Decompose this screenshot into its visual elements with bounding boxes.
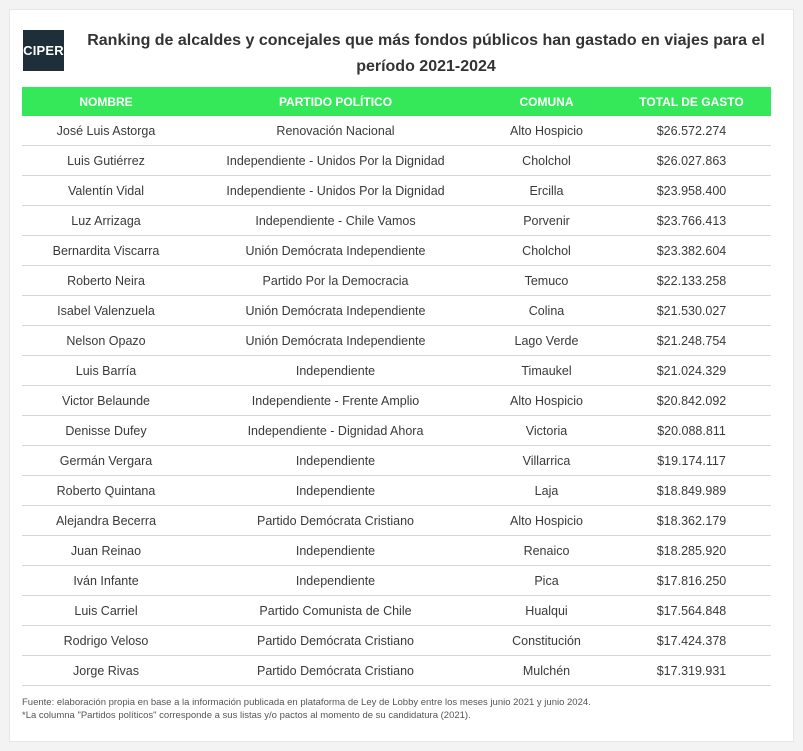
column-header-nombre: NOMBRE bbox=[79, 94, 133, 109]
cell-nombre: Rodrigo Veloso bbox=[22, 626, 190, 656]
cell-comuna: Temuco bbox=[481, 266, 612, 296]
cell-nombre: José Luis Astorga bbox=[22, 116, 190, 146]
table-row bbox=[22, 386, 771, 416]
cell-comuna: Renaico bbox=[481, 536, 612, 566]
ranking-table bbox=[22, 87, 771, 686]
cell-nombre: Victor Belaunde bbox=[22, 386, 190, 416]
page-title: Ranking de alcaldes y concejales que más fondos públicos han gastado en viajes para el período 2021-2024 bbox=[87, 32, 765, 75]
cell-total: $23.382.604 bbox=[612, 236, 771, 266]
cell-partido: Partido Demócrata Cristiano bbox=[190, 656, 481, 686]
cell-partido: Independiente bbox=[190, 476, 481, 506]
cell-total: $26.572.274 bbox=[612, 116, 771, 146]
table-row bbox=[22, 236, 771, 266]
cell-total: $17.816.250 bbox=[612, 566, 771, 596]
cell-comuna: Hualqui bbox=[481, 596, 612, 626]
cell-total: $18.285.920 bbox=[612, 536, 771, 566]
cell-comuna: Victoria bbox=[481, 416, 612, 446]
table-row bbox=[22, 296, 771, 326]
cell-total: $21.248.754 bbox=[612, 326, 771, 356]
table-row bbox=[22, 146, 771, 176]
column-header-partido: PARTIDO POLÍTICO bbox=[278, 94, 393, 109]
cell-partido: Independiente bbox=[190, 356, 481, 386]
cell-nombre: Juan Reinao bbox=[22, 536, 190, 566]
table-row bbox=[22, 446, 771, 476]
cell-total: $21.024.329 bbox=[612, 356, 771, 386]
table-row bbox=[22, 206, 771, 236]
cell-partido: Independiente - Unidos Por la Dignidad bbox=[190, 176, 481, 206]
cell-comuna: Porvenir bbox=[481, 206, 612, 236]
table-row bbox=[22, 356, 771, 386]
logo-text: CIPER bbox=[23, 43, 64, 58]
cell-comuna: Cholchol bbox=[481, 146, 612, 176]
cell-total: $20.842.092 bbox=[612, 386, 771, 416]
cell-total: $17.564.848 bbox=[612, 596, 771, 626]
table-row bbox=[22, 416, 771, 446]
table-row bbox=[22, 506, 771, 536]
cell-comuna: Villarrica bbox=[481, 446, 612, 476]
cell-nombre: Bernardita Viscarra bbox=[22, 236, 190, 266]
cell-comuna: Colina bbox=[481, 296, 612, 326]
column-header-total: TOTAL DE GASTO bbox=[639, 94, 744, 109]
cell-nombre: Denisse Dufey bbox=[22, 416, 190, 446]
cell-partido: Unión Demócrata Independiente bbox=[190, 296, 481, 326]
source-note: Fuente: elaboración propia en base a la información publicada en plataforma de Ley de Lobby entre los meses junio 2021 y junio 2024. bbox=[22, 697, 591, 708]
footnote bbox=[22, 696, 782, 722]
cell-nombre: Jorge Rivas bbox=[22, 656, 190, 686]
cell-nombre: Iván Infante bbox=[22, 566, 190, 596]
cell-nombre: Luis Barría bbox=[22, 356, 190, 386]
cell-partido: Independiente bbox=[190, 566, 481, 596]
header bbox=[22, 28, 782, 84]
column-note: *La columna "Partidos políticos" corresponde a sus listas y/o pactos al momento de su candidatura (2021). bbox=[22, 710, 471, 721]
cell-nombre: Germán Vergara bbox=[22, 446, 190, 476]
cell-comuna: Constitución bbox=[481, 626, 612, 656]
cell-partido: Independiente - Unidos Por la Dignidad bbox=[190, 146, 481, 176]
column-header-comuna: COMUNA bbox=[519, 94, 574, 109]
cell-comuna: Alto Hospicio bbox=[481, 506, 612, 536]
cell-comuna: Laja bbox=[481, 476, 612, 506]
cell-total: $17.424.378 bbox=[612, 626, 771, 656]
table-row bbox=[22, 266, 771, 296]
infographic-card bbox=[9, 9, 794, 742]
cell-comuna: Timaukel bbox=[481, 356, 612, 386]
cell-partido: Partido Comunista de Chile bbox=[190, 596, 481, 626]
table-row bbox=[22, 326, 771, 356]
cell-partido: Independiente bbox=[190, 446, 481, 476]
ciper-logo bbox=[23, 30, 64, 71]
cell-total: $23.958.400 bbox=[612, 176, 771, 206]
cell-total: $18.849.989 bbox=[612, 476, 771, 506]
cell-comuna: Mulchén bbox=[481, 656, 612, 686]
cell-nombre: Isabel Valenzuela bbox=[22, 296, 190, 326]
table-row bbox=[22, 626, 771, 656]
cell-comuna: Cholchol bbox=[481, 236, 612, 266]
cell-nombre: Nelson Opazo bbox=[22, 326, 190, 356]
cell-total: $26.027.863 bbox=[612, 146, 771, 176]
table-body bbox=[22, 116, 771, 686]
cell-total: $21.530.027 bbox=[612, 296, 771, 326]
cell-nombre: Luis Gutiérrez bbox=[22, 146, 190, 176]
cell-total: $18.362.179 bbox=[612, 506, 771, 536]
cell-partido: Independiente - Chile Vamos bbox=[190, 206, 481, 236]
cell-total: $20.088.811 bbox=[612, 416, 771, 446]
cell-nombre: Alejandra Becerra bbox=[22, 506, 190, 536]
cell-comuna: Alto Hospicio bbox=[481, 116, 612, 146]
cell-total: $19.174.117 bbox=[612, 446, 771, 476]
table-row bbox=[22, 596, 771, 626]
cell-nombre: Valentín Vidal bbox=[22, 176, 190, 206]
cell-partido: Partido Por la Democracia bbox=[190, 266, 481, 296]
cell-comuna: Lago Verde bbox=[481, 326, 612, 356]
table-row bbox=[22, 536, 771, 566]
cell-total: $23.766.413 bbox=[612, 206, 771, 236]
table-row bbox=[22, 476, 771, 506]
cell-partido: Unión Demócrata Independiente bbox=[190, 236, 481, 266]
cell-partido: Partido Demócrata Cristiano bbox=[190, 506, 481, 536]
cell-partido: Independiente - Dignidad Ahora bbox=[190, 416, 481, 446]
cell-partido: Unión Demócrata Independiente bbox=[190, 326, 481, 356]
cell-comuna: Ercilla bbox=[481, 176, 612, 206]
cell-partido: Renovación Nacional bbox=[190, 116, 481, 146]
cell-partido: Independiente - Frente Amplio bbox=[190, 386, 481, 416]
table-row bbox=[22, 176, 771, 206]
table-row bbox=[22, 116, 771, 146]
cell-nombre: Luis Carriel bbox=[22, 596, 190, 626]
cell-nombre: Roberto Quintana bbox=[22, 476, 190, 506]
cell-total: $22.133.258 bbox=[612, 266, 771, 296]
cell-comuna: Alto Hospicio bbox=[481, 386, 612, 416]
table-header-row bbox=[22, 87, 771, 116]
cell-nombre: Luz Arrizaga bbox=[22, 206, 190, 236]
cell-total: $17.319.931 bbox=[612, 656, 771, 686]
cell-nombre: Roberto Neira bbox=[22, 266, 190, 296]
cell-partido: Partido Demócrata Cristiano bbox=[190, 626, 481, 656]
cell-partido: Independiente bbox=[190, 536, 481, 566]
table-row bbox=[22, 566, 771, 596]
table-row bbox=[22, 656, 771, 686]
cell-comuna: Pica bbox=[481, 566, 612, 596]
